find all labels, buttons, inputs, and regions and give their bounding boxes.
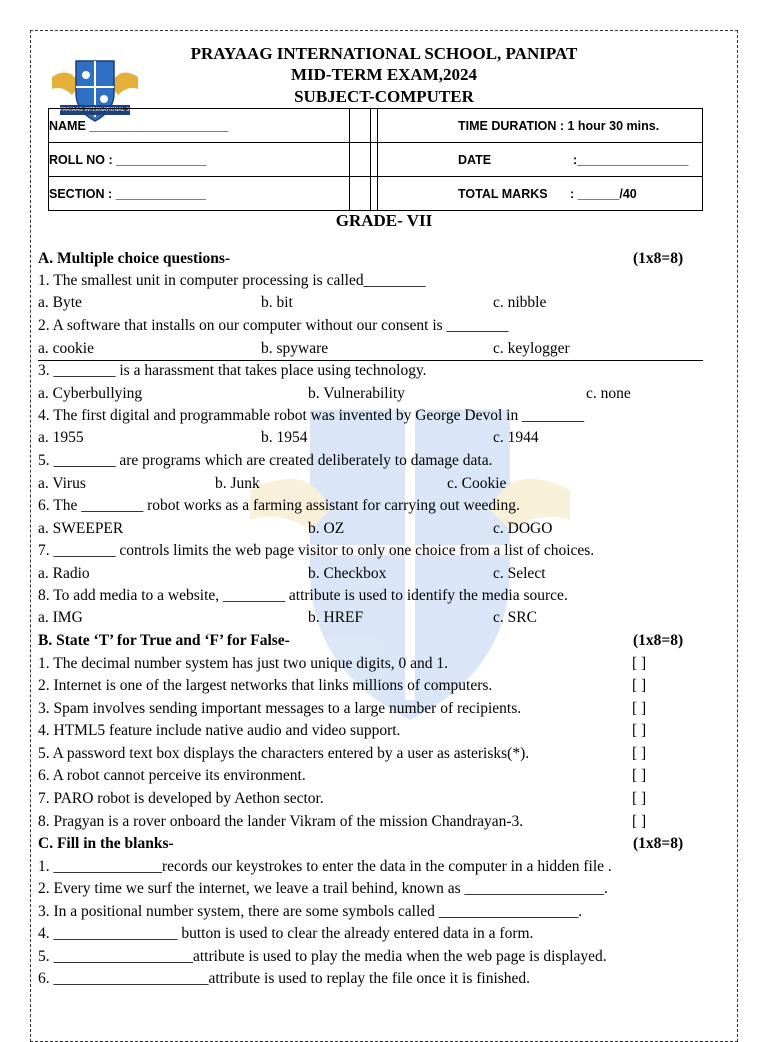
mcq-1-options [38,294,703,312]
option-b[interactable]: b. Vulnerability [308,385,405,402]
option-a[interactable]: a. Byte [38,294,82,311]
section-a-marks: (1x8=8) [633,250,684,267]
option-c[interactable]: c. keylogger [493,340,570,357]
section-c-marks: (1x8=8) [633,835,684,852]
mcq-8-options [38,609,703,627]
option-b[interactable]: b. Junk [215,475,260,492]
answer-bracket[interactable]: [ ] [632,722,647,739]
mcq-8: 8. To add media to a website, ________ attribute is used to identify the media source. [38,587,568,604]
option-b[interactable]: b. bit [261,294,293,311]
option-b[interactable]: b. OZ [308,520,345,537]
answer-bracket[interactable]: [ ] [632,677,647,694]
option-b[interactable]: b. Checkbox [308,565,387,582]
answer-bracket[interactable]: [ ] [632,700,647,717]
mcq-3-options [38,385,703,403]
option-a[interactable]: a. IMG [38,609,83,626]
option-a[interactable]: a. 1955 [38,429,84,446]
section-c-title: C. Fill in the blanks- [38,835,174,852]
tf-item: 8. Pragyan is a rover onboard the lander Vikram of the mission Chandrayan-3. [38,813,524,830]
mcq-7: 7. ________ controls limits the web page visitor to only one choice from a list of choices. [38,542,595,559]
name-field[interactable]: ____________________ [89,118,229,133]
option-b[interactable]: b. 1954 [261,429,308,446]
option-a[interactable]: a. Radio [38,565,90,582]
total-marks-field[interactable]: : ______/40 [570,186,637,201]
mcq-6: 6. The ________ robot works as a farming assistant for carrying out weeding. [38,497,520,514]
subject-title: SUBJECT-COMPUTER [294,87,474,106]
fill-blank-item: 5. __________________attribute is used to play the media when the web page is displayed. [38,948,607,965]
fill-blank-item: 3. In a positional number system, there are some symbols called __________________. [38,903,583,920]
answer-bracket[interactable]: [ ] [632,655,647,672]
student-info-table [48,108,703,211]
section-b-marks: (1x8=8) [633,632,684,649]
answer-bracket[interactable]: [ ] [632,790,647,807]
mcq-1: 1. The smallest unit in computer processing is called________ [38,272,426,289]
option-b[interactable]: b. spyware [261,340,329,357]
mcq-5-options [38,475,703,493]
mcq-4-options [38,429,703,447]
mcq-3: 3. ________ is a harassment that takes place using technology. [38,362,427,379]
name-label: NAME [49,118,86,133]
answer-bracket[interactable]: [ ] [632,813,647,830]
option-c[interactable]: c. 1944 [493,429,539,446]
tf-item: 5. A password text box displays the characters entered by a user as asterisks(*). [38,745,530,762]
tf-item: 7. PARO robot is developed by Aethon sector. [38,790,324,807]
option-a[interactable]: a. Cyberbullying [38,385,143,402]
option-a[interactable]: a. cookie [38,340,94,357]
mcq-6-options [38,520,703,538]
exam-title: MID-TERM EXAM,2024 [290,65,478,84]
tf-item: 1. The decimal number system has just two unique digits, 0 and 1. [38,655,448,672]
section-a-title: A. Multiple choice questions- [38,250,231,267]
divider-line [38,360,703,361]
option-c[interactable]: c. Cookie [447,475,507,492]
date-field[interactable]: :________________ [573,152,689,167]
fill-blank-item: 1. ______________records our keystrokes to enter the data in the computer in a hidden file . [38,858,612,875]
fill-blank-item: 4. ________________ button is used to clear the already entered data in a form. [38,925,534,942]
option-c[interactable]: c. DOGO [493,520,553,537]
option-c[interactable]: c. Select [493,565,546,582]
roll-label: ROLL NO : [49,152,113,167]
option-a[interactable]: a. SWEEPER [38,520,124,537]
section-field[interactable]: _____________ [115,186,207,201]
fill-blank-item: 2. Every time we surf the internet, we leave a trail behind, known as __________________. [38,880,608,897]
mcq-2: 2. A software that installs on our computer without our consent is ________ [38,317,509,334]
tf-item: 2. Internet is one of the largest networks that links millions of computers. [38,677,493,694]
mcq-2-options [38,340,703,358]
time-duration: TIME DURATION : 1 hour 30 mins. [378,109,703,143]
section-b-title: B. State ‘T’ for True and ‘F’ for False- [38,632,290,649]
roll-field[interactable]: _____________ [116,152,207,167]
option-c[interactable]: c. nibble [493,294,547,311]
logo-text: PRAYAAG INTERNATIONAL SCHOOL [60,107,148,113]
section-label: SECTION : [49,186,113,201]
mcq-4: 4. The first digital and programmable robot was invented by George Devol in ________ [38,407,585,424]
mcq-7-options [38,565,703,583]
school-name: PRAYAAG INTERNATIONAL SCHOOL, PANIPAT [190,44,578,63]
grade-title: GRADE- VII [335,211,433,230]
tf-item: 6. A robot cannot perceive its environment. [38,767,306,784]
option-b[interactable]: b. HREF [308,609,364,626]
answer-bracket[interactable]: [ ] [632,767,647,784]
date-label: DATE [458,152,492,167]
tf-item: 4. HTML5 feature include native audio and video support. [38,722,401,739]
option-c[interactable]: c. none [586,385,631,402]
mcq-5: 5. ________ are programs which are created deliberately to damage data. [38,452,493,469]
option-c[interactable]: c. SRC [493,609,537,626]
answer-bracket[interactable]: [ ] [632,745,647,762]
total-marks-label: TOTAL MARKS [458,186,548,201]
fill-blank-item: 6. ____________________attribute is used to replay the file once it is finished. [38,970,531,987]
option-a[interactable]: a. Virus [38,475,86,492]
tf-item: 3. Spam involves sending important messages to a large number of recipients. [38,700,522,717]
